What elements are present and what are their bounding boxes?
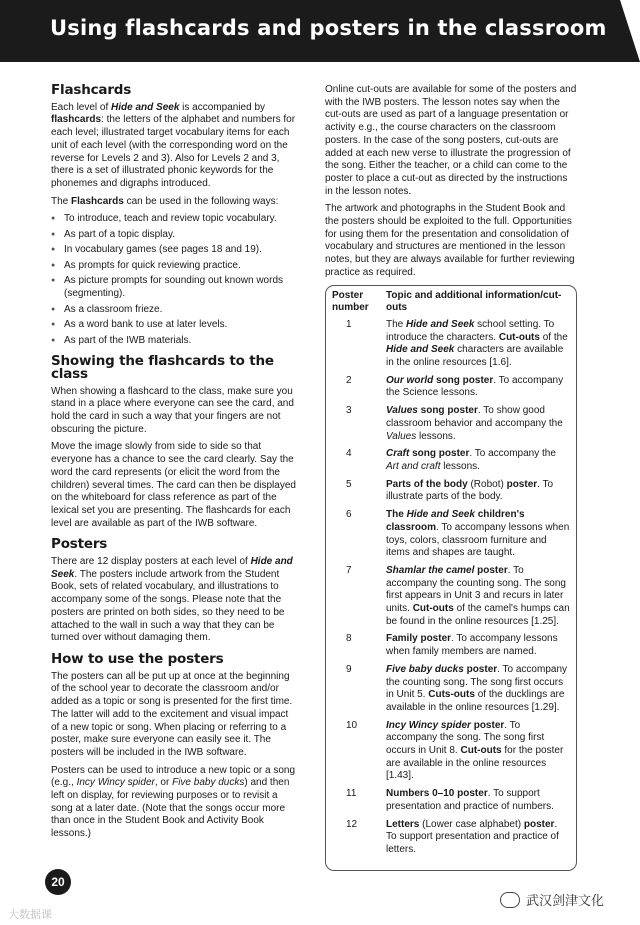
text-run: Parts of the body: [386, 478, 468, 490]
text-run: Hide and Seek: [386, 344, 455, 356]
text-run: Hide and Seek: [111, 101, 180, 113]
table-row: [332, 509, 570, 560]
text-run: The: [386, 318, 407, 330]
table-row: [332, 319, 570, 370]
text-run: . To support presentation and practice of letters.: [386, 818, 559, 855]
text-run: . To accompany the counting song. The song first occurs in Unit 5.: [386, 663, 568, 701]
flashcards-heading: Flashcards: [51, 82, 132, 98]
flashcards-section: [51, 84, 296, 347]
list-item: ● As part of the IWB materials.: [51, 335, 296, 348]
text-run: of the camel's humps can be found in the online resources [1.25].: [386, 603, 570, 627]
poster-description: [386, 509, 570, 560]
text-run: Our world: [386, 374, 434, 386]
watermark-right: [500, 890, 604, 909]
text-run: lessons.: [440, 460, 480, 472]
table-row: [332, 405, 570, 443]
watermark-left: 大数据课: [8, 909, 52, 921]
text-run: Incy Wincy spider: [386, 719, 471, 731]
online-cutouts-paragraph: Online cut-outs are available for some of the posters and with the IWB posters. The lesson notes say when the cut-outs are used as part of a language presentation or activity e.g., the course characters on the classroom posters. In the case of the song posters, cut-outs are added at each new verse to illustrate the progression of the song. Either the teacher, or a child can come to the poster to place a cut-out as directed by the instructions in the lesson notes.: [325, 84, 577, 197]
watermark-right-text: 武汉剑津文化: [526, 893, 605, 908]
text-run: Hide and Seek: [406, 509, 475, 521]
topic-header: Topic and additional information/cut-outs: [386, 289, 562, 314]
text-run: poster: [474, 564, 508, 576]
text-run: poster: [506, 478, 538, 490]
text-run: of the ducklings are available in the online resources [1.29].: [386, 689, 565, 713]
text-run: Art and craft: [386, 460, 441, 472]
text-run: The: [386, 509, 407, 521]
poster-description: [386, 633, 570, 658]
posters-section: [51, 538, 296, 645]
howto-heading: How to use the posters: [51, 651, 224, 667]
table-row: [332, 720, 570, 784]
list-item: ● To introduce, teach and review topic vocabulary.: [51, 213, 296, 226]
list-item: ● In vocabulary games (see pages 18 and 19).: [51, 244, 296, 257]
text-run: ) and then left on display, for reviewing purposes or to revisit a song at a later date. (Note that the songs occur more than once in the Student Book and Activity Book lessons.): [51, 777, 290, 840]
text-run: The: [51, 195, 72, 207]
poster-number: 4: [346, 448, 352, 460]
left-column: [51, 84, 296, 846]
text-run: Each level of: [51, 101, 112, 113]
text-run: song poster: [433, 374, 494, 386]
text-run: children's classroom: [386, 509, 525, 533]
poster-description: [386, 479, 570, 504]
showing-paragraph-2: Move the image slowly from side to side so that everyone has a chance to see the card clearly. Say the word the card represents (or elicit the word from the children) several times. The card can then be displayed on the whiteboard for class reference as part of the lexical set you are presenting. The flashcards for each level are available as part of the IWB software.: [51, 441, 296, 529]
text-run: Cuts-outs: [428, 689, 475, 701]
table-header: [332, 290, 570, 315]
text-run: . To illustrate parts of the body.: [386, 478, 554, 503]
text-run: school setting. To introduce the characters.: [386, 318, 555, 343]
text-run: Cut-outs: [460, 745, 502, 757]
text-run: Values: [386, 430, 417, 442]
poster-description: [386, 819, 570, 857]
table-row: [332, 375, 570, 400]
poster-description: [386, 319, 570, 370]
poster-number: 2: [346, 374, 352, 386]
text-run: . To accompany lessons when family members are named.: [386, 633, 558, 658]
table-row: [332, 479, 570, 504]
flashcards-uses-lead: [51, 196, 296, 209]
posters-heading: Posters: [51, 536, 108, 553]
showing-heading: Showing the flashcards to the class: [51, 353, 274, 382]
text-run: Hide and Seek: [51, 556, 293, 580]
text-run: Five baby ducks: [386, 663, 464, 675]
text-run: song poster: [417, 405, 478, 417]
poster-description: [386, 664, 570, 715]
text-run: (Lower case alphabet): [419, 818, 524, 830]
text-run: (Robot): [467, 478, 507, 490]
page-title: Using flashcards and posters in the classroom: [50, 16, 607, 40]
poster-description: [386, 565, 570, 629]
wechat-icon: [500, 892, 520, 908]
text-run: Incy Wincy spider: [76, 777, 155, 789]
list-item: ● As picture prompts for sounding out known words (segmenting).: [51, 275, 296, 300]
right-column: [325, 84, 577, 871]
table-row: [332, 633, 570, 658]
text-run: Letters: [386, 818, 420, 830]
text-run: flashcards: [51, 114, 102, 126]
header-bar: [0, 0, 640, 62]
text-run: is accompanied by: [179, 101, 266, 113]
text-run: Numbers 0–10 poster: [386, 788, 488, 800]
text-run: can be used in the following ways:: [123, 195, 279, 207]
poster-number: 5: [346, 478, 352, 490]
text-run: . To accompany the: [469, 448, 556, 460]
text-run: characters are available in the online resources [1.6].: [386, 344, 564, 369]
table-row: [332, 788, 570, 813]
howto-section: [51, 653, 296, 841]
table-row: [332, 664, 570, 715]
text-run: Posters can be used to introduce a new topic or a song (e.g.,: [51, 764, 296, 789]
howto-paragraph-1: The posters can all be put up at once at the beginning of the school year to decorate the classroom and/or added as a topic or song is presented for the first time. The latter will add to the excitement and visual impact of a new topic or song. When placing or referring to a poster, make sure everyone can easily see it. The posters will be included in the IWB software.: [51, 670, 293, 758]
text-run: of the: [539, 331, 568, 343]
list-item: ● As prompts for quick reviewing practice.: [51, 260, 296, 273]
header-notch: [620, 0, 640, 62]
poster-number: 12: [346, 818, 358, 830]
poster-number: 10: [346, 719, 358, 731]
showing-section: [51, 355, 296, 530]
text-run: . To support presentation and practice of numbers.: [386, 788, 554, 812]
text-run: poster: [463, 663, 498, 675]
table-row: [332, 819, 570, 857]
table-row: [332, 565, 570, 629]
showing-paragraph-1: When showing a flashcard to the class, make sure you stand in a place where everyone can see the card, and hold the card in such a way that your fingers are not obscuring the picture.: [51, 385, 294, 435]
poster-table: [325, 285, 577, 871]
text-run: Five baby ducks: [172, 777, 245, 789]
text-run: Craft: [386, 448, 410, 460]
poster-number: 8: [346, 633, 352, 645]
posters-paragraph: [51, 556, 296, 645]
poster-number: 1: [346, 318, 352, 330]
poster-number: 9: [346, 663, 352, 675]
text-run: . To accompany the song. The song first occurs in Unit 8.: [386, 719, 545, 757]
list-item: ● As part of a topic display.: [51, 229, 296, 242]
text-run: poster: [523, 818, 555, 830]
text-run: Shamlar the camel: [386, 564, 475, 576]
text-run: Values: [386, 405, 418, 417]
poster-number: 6: [346, 509, 352, 521]
howto-paragraph-2: [51, 765, 296, 841]
poster-description: [386, 720, 570, 784]
poster-description: [386, 788, 570, 813]
text-run: : the letters of the alphabet and numbers for each level; illustrated target vocabulary items for each unit of each level (with the corresponding word on the reverse for Levels 2 and 3). Also for Levels 2 and 3, there is a set of illustrated phonic keywords for the phonemes and digraphs introduced.: [51, 114, 296, 189]
text-run: for the poster are available in the online resources [1.43].: [386, 745, 564, 782]
text-run: Family poster: [386, 633, 452, 645]
text-run: Cut-outs: [498, 331, 540, 343]
flashcards-intro: [51, 102, 296, 191]
text-run: . To accompany lessons when toys, colors, classroom furniture and items and shapes are taught.: [386, 521, 570, 559]
poster-number: 7: [346, 564, 352, 576]
text-run: song poster: [409, 448, 470, 460]
table-row: [332, 448, 570, 473]
poster-number: 11: [346, 788, 357, 800]
text-run: Flashcards: [71, 195, 124, 207]
text-run: . To show good classroom behavior and accompany the: [386, 405, 563, 429]
page-number: 20: [45, 869, 71, 895]
poster-number-header: Poster number: [332, 289, 369, 314]
text-run: . To accompany the Science lessons.: [386, 374, 564, 399]
flashcards-uses-list: [51, 213, 296, 347]
text-run: Cut-outs: [412, 603, 454, 615]
text-run: lessons.: [416, 430, 456, 442]
text-run: . To accompany the counting song. The song first appears in Unit 3 and recurs in later units.: [386, 564, 566, 615]
text-run: Hide and Seek: [406, 318, 475, 330]
poster-number: 3: [346, 405, 352, 417]
text-run: There are 12 display posters at each level of: [51, 556, 251, 568]
poster-description: [386, 405, 570, 443]
list-item: ● As a word bank to use at later levels.: [51, 319, 296, 332]
text-run: , or: [154, 777, 173, 789]
artwork-paragraph: The artwork and photographs in the Student Book and the posters should be exploited to the full. Opportunities for using them for the presentation and consolidation of vocabulary and structures are mentioned in the lesson notes, but they are always available for further reviewing practice as required.: [325, 203, 575, 278]
table-body: [332, 319, 570, 857]
text-run: . The posters include artwork from the Student Book, sets of related vocabulary, and illustrations to accompany some of the songs. Please note that the posters are printed on both sides, so they need to be attached to the wall in such a way that they can be turned over without damaging them.: [51, 568, 285, 644]
text-run: poster: [470, 719, 505, 731]
poster-description: [386, 448, 570, 473]
poster-description: [386, 375, 570, 400]
list-item: ● As a classroom frieze.: [51, 304, 296, 317]
